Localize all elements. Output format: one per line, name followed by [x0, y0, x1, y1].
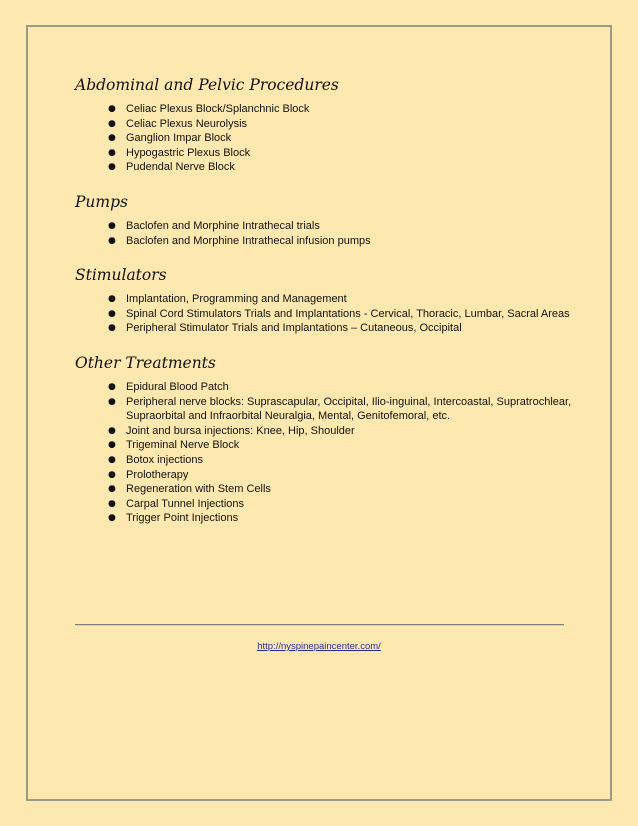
section-heading: Stimulators [75, 266, 167, 285]
bullet-icon: ● [108, 162, 116, 173]
list-item-text: Epidural Blood Patch [126, 380, 229, 393]
bullet-icon: ● [108, 469, 116, 480]
bullet-icon: ● [108, 425, 116, 436]
list-item-text: Ganglion Impar Block [126, 132, 232, 145]
procedure-list [75, 380, 575, 526]
bullet-icon: ● [108, 454, 116, 465]
list-item-text: Pudendal Nerve Block [126, 161, 235, 174]
document-content [75, 74, 575, 526]
bullet-icon: ● [108, 235, 116, 246]
list-item-text: Celiac Plexus Neurolysis [126, 117, 248, 130]
list-item-text: Peripheral nerve blocks: Suprascapular, Occipital, Ilio-inguinal, Intercoastal, Supratrochlear, Supraorbital and Infraorbital Neuralgia, Mental, Genitofemoral, etc. [126, 395, 572, 423]
list-item-text: Regeneration with Stem Cells [126, 483, 271, 496]
section-stimulators [75, 264, 575, 336]
list-item [75, 219, 575, 234]
list-item [75, 102, 575, 117]
bullet-icon: ● [108, 513, 116, 524]
section-heading: Abdominal and Pelvic Procedures [75, 76, 339, 94]
list-item-text: Carpal Tunnel Injections [126, 497, 245, 510]
procedure-list [75, 219, 575, 248]
list-item-text: Implantation, Programming and Management [126, 293, 347, 306]
list-item-text: Spinal Cord Stimulators Trials and Implantations - Cervical, Thoracic, Lumbar, Sacral Areas [126, 307, 570, 320]
procedure-list [75, 102, 575, 175]
list-item [75, 117, 575, 132]
list-item-text: Botox injections [126, 453, 204, 466]
list-item [75, 146, 575, 161]
section-spacer [75, 175, 575, 191]
list-item [75, 292, 575, 307]
footer-divider [75, 624, 564, 626]
list-item-text: Peripheral Stimulator Trials and Implantations – Cutaneous, Occipital [126, 322, 462, 335]
list-item [75, 234, 575, 249]
bullet-icon: ● [108, 381, 116, 392]
section-heading: Other Treatments [75, 353, 216, 372]
list-item [75, 160, 575, 175]
list-item [75, 497, 575, 512]
list-item [75, 511, 575, 526]
list-item [75, 395, 575, 424]
bullet-icon: ● [108, 220, 116, 231]
list-item [75, 438, 575, 453]
list-item [75, 380, 575, 395]
list-item [75, 307, 575, 322]
bullet-icon: ● [108, 147, 116, 158]
bullet-icon: ● [108, 133, 116, 144]
list-item [75, 424, 575, 439]
section-abdominal-pelvic [75, 74, 575, 175]
list-item [75, 468, 575, 483]
list-item-text: Trigger Point Injections [126, 512, 239, 525]
bullet-icon: ● [108, 484, 116, 495]
list-item [75, 131, 575, 146]
bullet-icon: ● [108, 104, 116, 114]
list-item-text: Joint and bursa injections: Knee, Hip, Shoulder [126, 424, 355, 437]
list-item-text: Baclofen and Morphine Intrathecal infusion pumps [126, 234, 371, 247]
bullet-icon: ● [108, 396, 116, 407]
list-item [75, 453, 575, 468]
list-item-text: Prolotherapy [126, 468, 189, 481]
bullet-icon: ● [108, 440, 116, 451]
section-spacer [75, 248, 575, 264]
list-item-text: Baclofen and Morphine Intrathecal trials [126, 219, 320, 232]
procedure-list [75, 292, 575, 336]
list-item [75, 321, 575, 336]
bullet-icon: ● [108, 118, 116, 129]
list-item-text: Hypogastric Plexus Block [126, 146, 251, 159]
footer-website-link[interactable]: http://nyspinepaincenter.com/ [257, 641, 381, 652]
bullet-icon: ● [108, 308, 116, 319]
section-spacer [75, 336, 575, 352]
section-pumps [75, 191, 575, 248]
section-heading: Pumps [75, 192, 128, 211]
bullet-icon: ● [108, 294, 116, 305]
section-other-treatments [75, 352, 575, 526]
list-item-text: Celiac Plexus Block/Splanchnic Block [126, 103, 310, 115]
list-item [75, 482, 575, 497]
bullet-icon: ● [108, 323, 116, 334]
list-item-text: Trigeminal Nerve Block [126, 439, 240, 452]
bullet-icon: ● [108, 498, 116, 509]
